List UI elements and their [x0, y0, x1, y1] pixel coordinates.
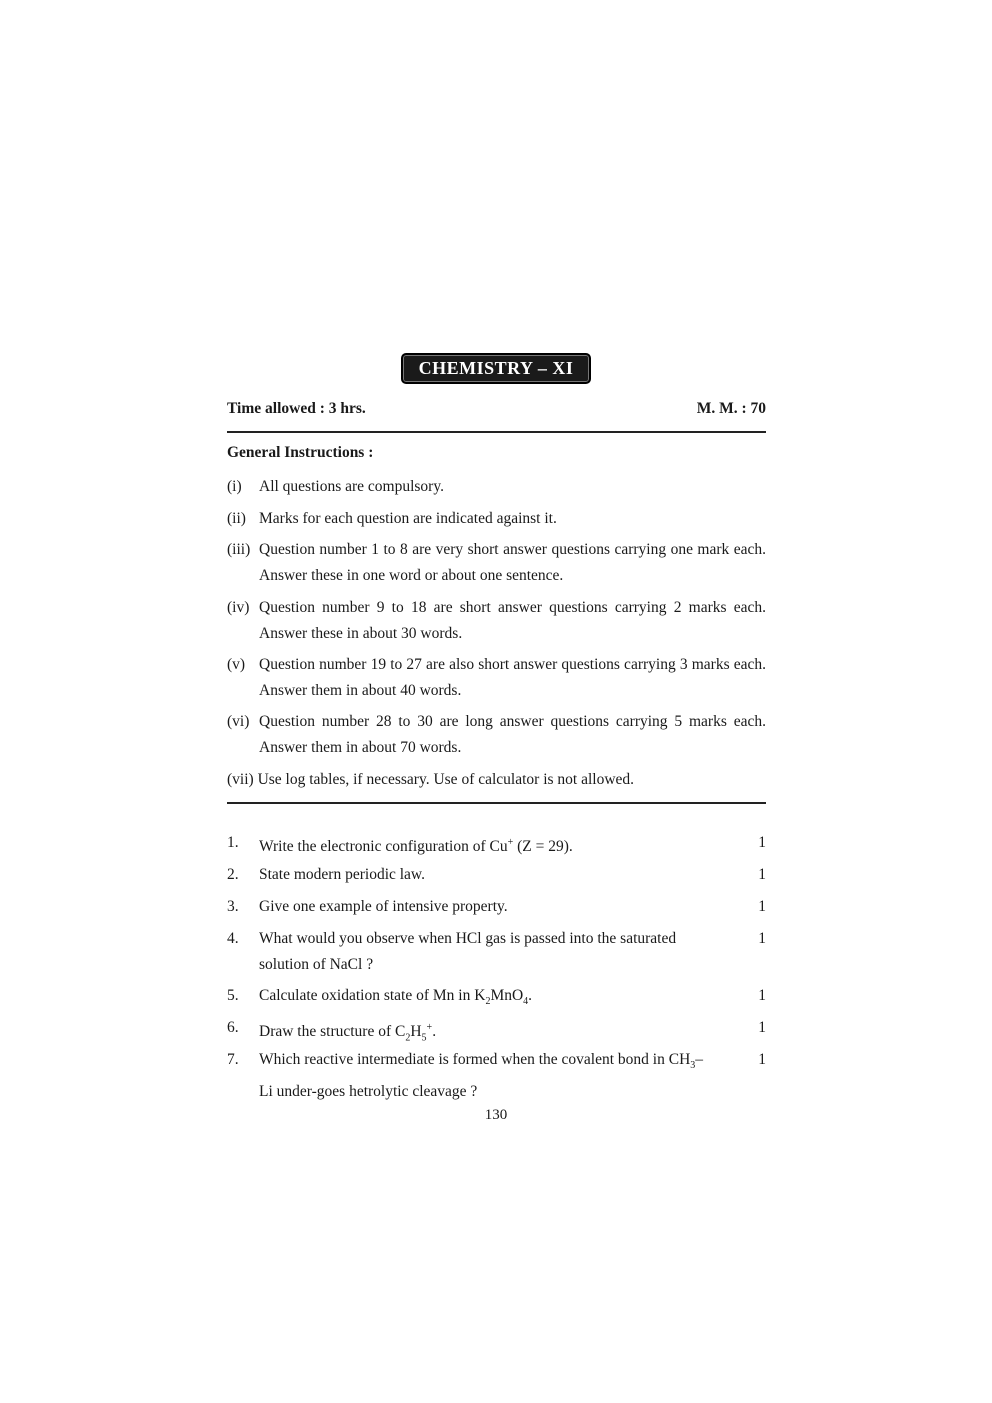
question-item [227, 983, 766, 1015]
instruction-number: (iv) [227, 599, 250, 616]
divider-top [227, 431, 766, 433]
instruction-number: (vi) [227, 713, 250, 730]
question-number: 4. [227, 930, 239, 947]
question-marks: 1 [758, 834, 766, 851]
question-number: 1. [227, 834, 239, 851]
exam-meta [227, 400, 766, 422]
question-number: 5. [227, 987, 239, 1004]
instruction-text: Question number 19 to 27 are also short answer questions carrying 3 marks each. Answer them in about 40 words. [259, 656, 766, 699]
instruction-number: (iii) [227, 541, 251, 558]
question-marks: 1 [758, 1051, 766, 1068]
time-allowed: Time allowed : 3 hrs. [227, 400, 366, 417]
instruction-text: All questions are compulsory. [259, 478, 444, 495]
divider-bottom [227, 802, 766, 804]
instruction-text [227, 767, 766, 793]
page-title: CHEMISTRY – XI [401, 353, 591, 384]
instruction-text: Marks for each question are indicated against it. [259, 510, 557, 527]
instruction-number: (v) [227, 656, 246, 673]
question-item [227, 830, 766, 860]
instruction-item [227, 537, 766, 588]
question-text: What would you observe when HCl gas is passed into the saturated solution of NaCl ? [259, 930, 677, 973]
question-text: Which reactive intermediate is formed when the covalent bond in $CH_3-Li$ under-goes hetrolytic cleavage ? [259, 1051, 704, 1100]
instruction-number: (ii) [227, 510, 246, 527]
question-text: Draw the structure of $C_2H_5^+$. [259, 1022, 437, 1044]
instruction-item [227, 595, 766, 646]
question-marks: 1 [758, 987, 766, 1004]
question-marks: 1 [758, 898, 766, 915]
instruction-text-inline: Use log tables, if necessary. Use of calculator is not allowed. [257, 771, 635, 788]
question-number: 7. [227, 1051, 239, 1068]
question-number: 6. [227, 1019, 239, 1036]
instruction-item [227, 506, 766, 532]
instruction-item [227, 709, 766, 760]
instruction-item [227, 767, 766, 793]
question-item [227, 894, 766, 920]
question-text: Give one example of intensive property. [259, 898, 508, 915]
instruction-number: (i) [227, 478, 242, 495]
question-text: Calculate oxidation state of Mn in $K_2MnO_4$. [259, 987, 533, 1008]
page-number: 130 [484, 1107, 508, 1123]
question-marks: 1 [758, 1019, 766, 1036]
question-marks: 1 [758, 866, 766, 883]
question-item [227, 862, 766, 888]
question-item [227, 1047, 766, 1104]
question-item [227, 926, 766, 977]
question-number: 3. [227, 898, 239, 915]
general-instructions-heading: General Instructions : [227, 444, 374, 461]
instruction-number: (vii) [227, 771, 254, 788]
question-marks: 1 [758, 930, 766, 947]
instruction-item [227, 652, 766, 703]
question-text: State modern periodic law. [259, 866, 425, 883]
instruction-text: Question number 9 to 18 are short answer questions carrying 2 marks each. Answer these in about 30 words. [259, 599, 766, 642]
instruction-text: Question number 28 to 30 are long answer questions carrying 5 marks each. Answer them in about 70 words. [259, 713, 766, 756]
question-text: Write the electronic configuration of Cu+ (Z = 29). [259, 837, 573, 856]
instruction-item [227, 474, 766, 500]
max-marks: M. M. : 70 [696, 400, 766, 417]
question-number: 2. [227, 866, 239, 883]
instruction-text: Question number 1 to 8 are very short answer questions carrying one mark each. Answer these in one word or about one sentence. [259, 541, 766, 584]
question-item [227, 1015, 766, 1051]
